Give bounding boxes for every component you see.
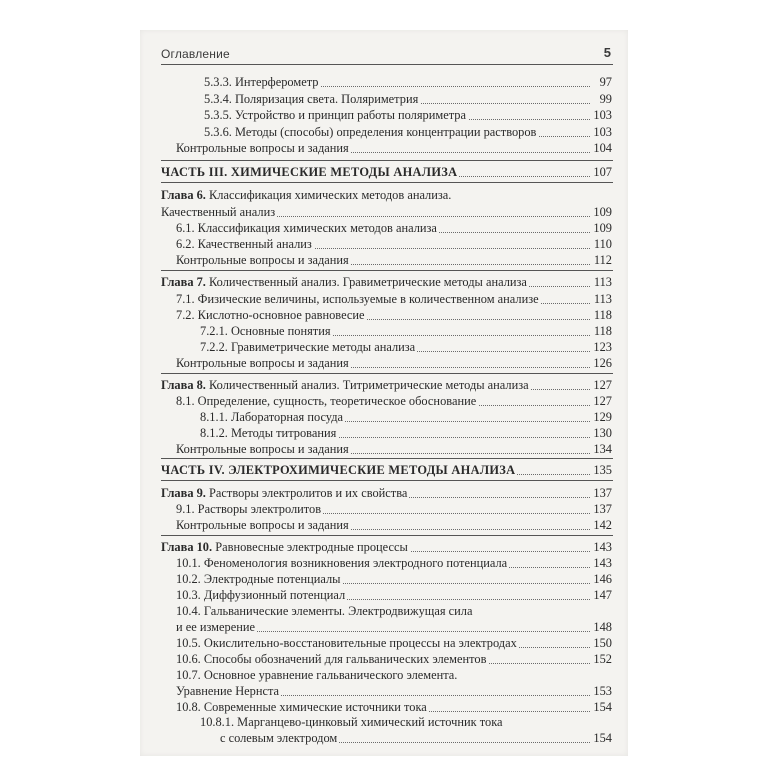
running-header (161, 45, 613, 63)
toc-entry: Уравнение Нернста 153 (176, 684, 612, 698)
toc-entry: 8.1.2. Методы титрования 130 (200, 426, 612, 440)
toc-entry: Качественный анализ 109 (161, 205, 612, 219)
header-title: Оглавление (161, 47, 230, 61)
toc-entry: 9.1. Растворы электролитов 137 (176, 502, 612, 516)
toc-entry: Контрольные вопросы и задания 134 (176, 442, 612, 456)
toc-chapter-heading: Глава 9. Растворы электролитов и их свойства 137 (161, 486, 612, 500)
toc-entry: Контрольные вопросы и задания 104 (176, 141, 612, 155)
toc-entry: 10.1. Феноменология возникновения электродного потенциала 143 (176, 556, 612, 570)
toc-entry: 10.8.1. Марганцево-цинковый химический источник тока (200, 715, 503, 729)
toc-entry: 10.6. Способы обозначений для гальванических элементов 152 (176, 652, 612, 666)
toc-entry: 10.4. Гальванические элементы. Электродвижущая сила (176, 604, 473, 618)
toc-entry: Контрольные вопросы и задания 142 (176, 518, 612, 532)
toc-entry: 7.2.1. Основные понятия 118 (200, 324, 612, 338)
header-page-number: 5 (603, 45, 611, 60)
toc-entry: 5.3.3. Интерферометр 97 (204, 75, 612, 89)
section-rule (161, 458, 613, 459)
header-rule (161, 64, 613, 65)
section-rule (161, 480, 613, 481)
toc-entry: с солевым электродом 154 (220, 731, 612, 745)
toc-part-heading: ЧАСТЬ IV. ЭЛЕКТРОХИМИЧЕСКИЕ МЕТОДЫ АНАЛИЗА 135 (161, 463, 612, 477)
section-rule (161, 160, 613, 161)
section-rule (161, 535, 613, 536)
toc-entry: 7.2. Кислотно-основное равновесие 118 (176, 308, 612, 322)
toc-part-heading: ЧАСТЬ III. ХИМИЧЕСКИЕ МЕТОДЫ АНАЛИЗА 107 (161, 165, 612, 179)
toc-entry: 7.1. Физические величины, используемые в количественном анализе 113 (176, 292, 612, 306)
section-rule (161, 270, 613, 271)
toc-entry: и ее измерение 148 (176, 620, 612, 634)
toc-entry: 7.2.2. Гравиметрические методы анализа 123 (200, 340, 612, 354)
toc-entry: 10.7. Основное уравнение гальванического элемента. (176, 668, 458, 682)
toc-chapter-heading: Глава 10. Равновесные электродные процессы 143 (161, 540, 612, 554)
toc-entry: 10.5. Окислительно-восстановительные процессы на электродах 150 (176, 636, 612, 650)
toc-entry: Контрольные вопросы и задания 126 (176, 356, 612, 370)
section-rule (161, 182, 613, 183)
toc-entry: 5.3.5. Устройство и принцип работы поляриметра 103 (204, 108, 612, 122)
toc-entry: 10.3. Диффузионный потенциал 147 (176, 588, 612, 602)
toc-entry: 8.1. Определение, сущность, теоретическое обоснование 127 (176, 394, 612, 408)
toc-chapter-heading: Глава 7. Количественный анализ. Гравиметрические методы анализа 113 (161, 275, 612, 289)
toc-entry: 5.3.4. Поляризация света. Поляриметрия 99 (204, 92, 612, 106)
toc-entry: Контрольные вопросы и задания 112 (176, 253, 612, 267)
toc-chapter-heading: Глава 6. Классификация химических методов анализа. (161, 188, 452, 202)
toc-entry: 8.1.1. Лабораторная посуда 129 (200, 410, 612, 424)
toc-entry: 6.1. Классификация химических методов анализа 109 (176, 221, 612, 235)
toc-entry: 6.2. Качественный анализ 110 (176, 237, 612, 251)
toc-chapter-heading: Глава 8. Количественный анализ. Титриметрические методы анализа 127 (161, 378, 612, 392)
toc-entry: 5.3.6. Методы (способы) определения концентрации растворов 103 (204, 125, 612, 139)
section-rule (161, 373, 613, 374)
toc-entry: 10.2. Электродные потенциалы 146 (176, 572, 612, 586)
toc-entry: 10.8. Современные химические источники тока 154 (176, 700, 612, 714)
